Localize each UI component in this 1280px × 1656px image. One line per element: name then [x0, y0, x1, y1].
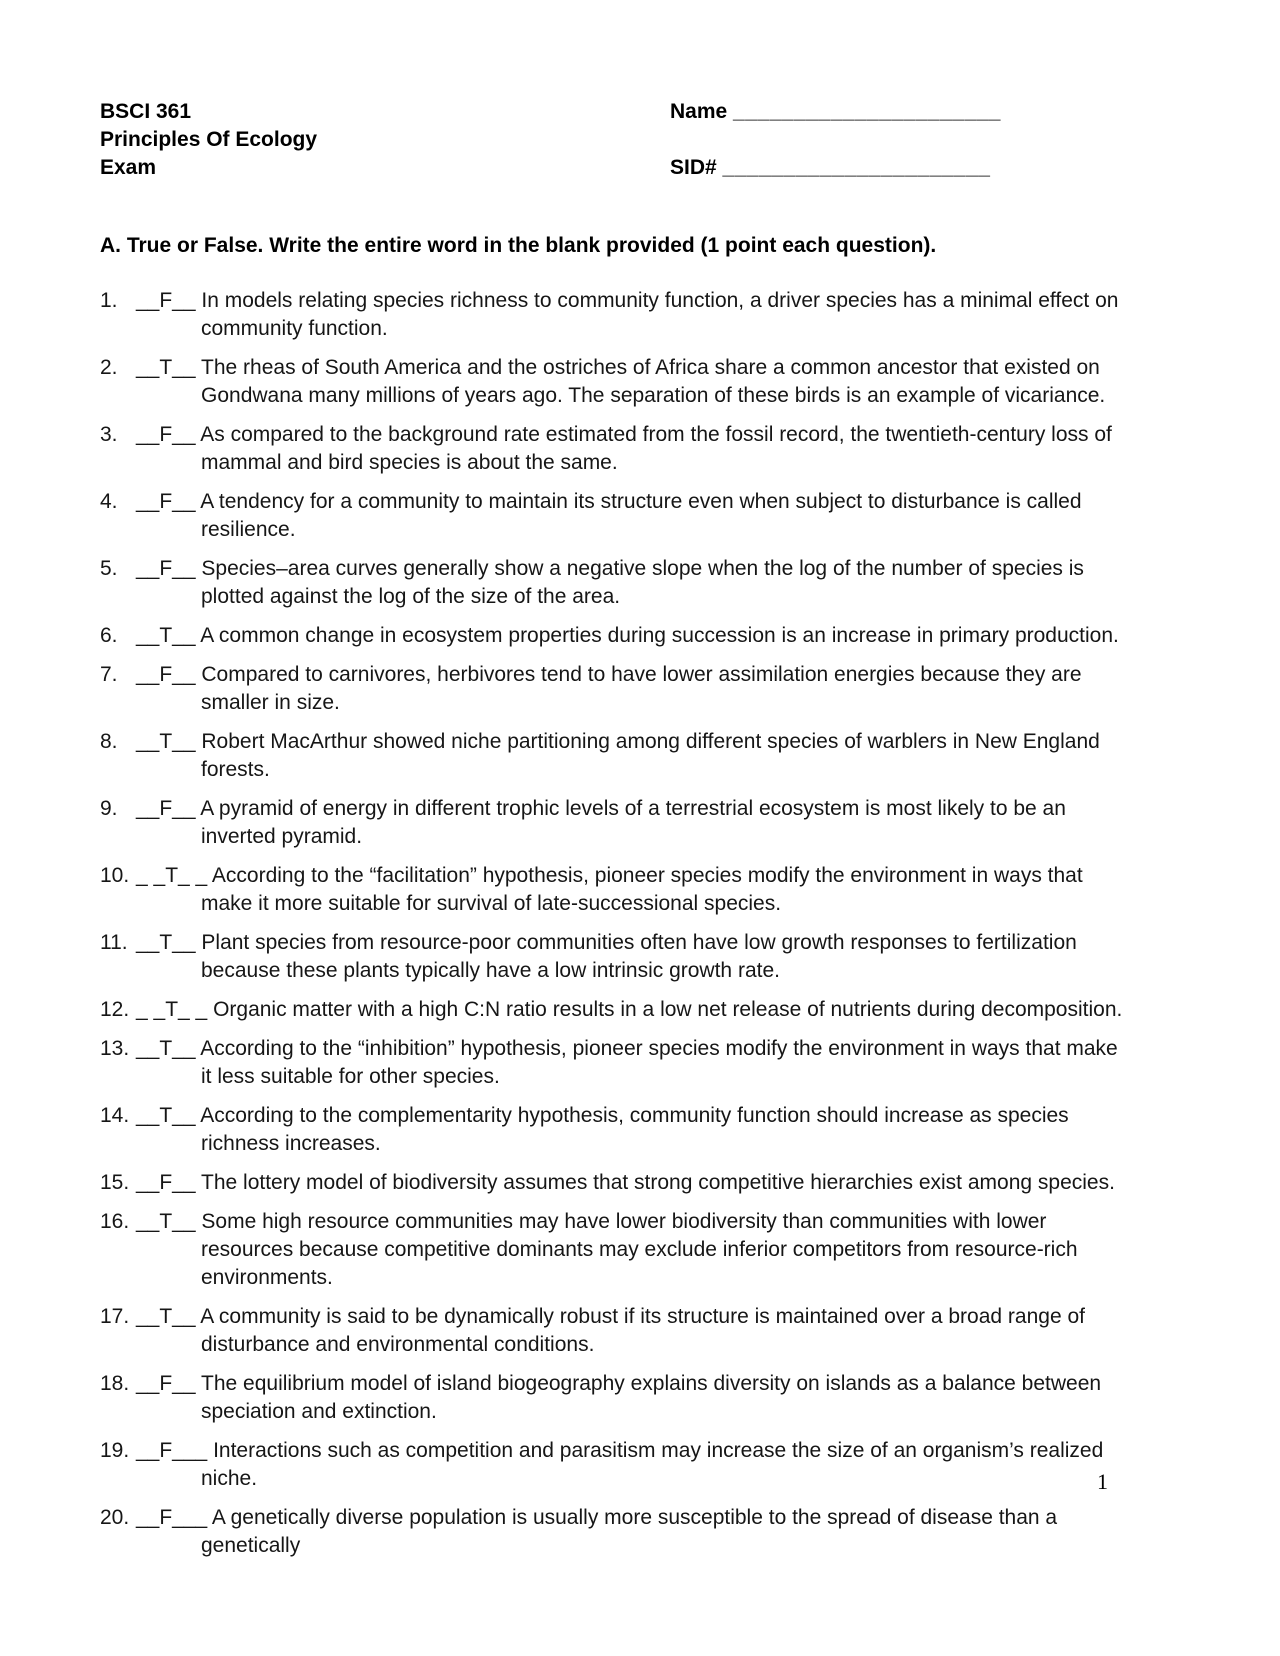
question-number: 2. [100, 356, 118, 379]
question-item [100, 1504, 1130, 1560]
section-heading: A. True or False. Write the entire word in the blank provided (1 point each question). [100, 234, 937, 257]
question-text: A community is said to be dynamically robust if its structure is maintained over a broad range of disturbance and environmental conditions. [200, 1305, 1085, 1356]
question-body [136, 728, 1130, 784]
question-number: 13. [100, 1037, 130, 1060]
question-text: A genetically diverse population is usually more susceptible to the spread of disease than a genetically [201, 1506, 1058, 1557]
answer-blank: __T__ [136, 356, 196, 379]
question-text: According to the complementarity hypothesis, community function should increase as species richness increases. [200, 1104, 1069, 1155]
question-text: Plant species from resource-poor communities often have low growth responses to fertilization because these plants typically have a low intrinsic growth rate. [201, 931, 1077, 982]
question-number: 4. [100, 490, 118, 513]
answer-blank: __F__ [136, 797, 196, 820]
question-item [100, 862, 1130, 918]
answer-blank: __F__ [136, 663, 196, 686]
question-text: A common change in ecosystem properties during succession is an increase in primary production. [200, 624, 1119, 647]
question-body [136, 1303, 1130, 1359]
question-number: 16. [100, 1210, 130, 1233]
question-text: Some high resource communities may have lower biodiversity than communities with lower resources because competitive dominants may exclude inferior competitors from resource-rich environments. [201, 1210, 1078, 1289]
answer-blank: __T__ [136, 1104, 196, 1127]
question-text: Interactions such as competition and parasitism may increase the size of an organism’s realized niche. [201, 1439, 1104, 1490]
answer-blank: __F__ [136, 490, 196, 513]
question-item [100, 1370, 1130, 1426]
answer-blank: __T__ [136, 1210, 196, 1233]
question-item [100, 1437, 1130, 1493]
question-number: 8. [100, 730, 118, 753]
question-text: Robert MacArthur showed niche partitioning among different species of warblers in New England forests. [201, 730, 1100, 781]
answer-blank: _ _T_ _ [136, 998, 208, 1021]
answer-blank: __F__ [136, 289, 196, 312]
question-number: 12. [100, 998, 130, 1021]
question-body [136, 661, 1130, 717]
sid-field [670, 154, 1001, 182]
answer-blank: __F__ [136, 557, 196, 580]
question-item [100, 929, 1130, 985]
question-text: A pyramid of energy in different trophic levels of a terrestrial ecosystem is most likely to be an inverted pyramid. [200, 797, 1066, 848]
question-body [136, 287, 1130, 343]
question-body [136, 1208, 1130, 1292]
question-item [100, 1169, 1130, 1197]
question-item [100, 622, 1130, 650]
question-item [100, 728, 1130, 784]
sid-blank: ______________________ [722, 156, 991, 179]
exam-label: Exam [100, 156, 157, 179]
answer-blank: __F__ [136, 1372, 196, 1395]
question-number: 6. [100, 624, 118, 647]
answer-blank: __F__ [136, 1171, 196, 1194]
name-blank: ______________________ [733, 100, 1001, 123]
answer-blank: __T__ [136, 1037, 196, 1060]
question-body [136, 354, 1130, 410]
question-body [136, 862, 1130, 918]
question-number: 11. [100, 931, 128, 954]
page-number: 1 [1097, 1469, 1108, 1494]
question-text: Compared to carnivores, herbivores tend to have lower assimilation energies because they are smaller in size. [201, 663, 1082, 714]
question-item [100, 661, 1130, 717]
question-number: 3. [100, 423, 118, 446]
answer-blank: _ _T_ _ [136, 864, 208, 887]
answer-blank: __T__ [136, 730, 196, 753]
question-item [100, 996, 1130, 1024]
question-text: Species–area curves generally show a negative slope when the log of the number of species is plotted against the log of the size of the area. [201, 557, 1084, 608]
question-body [136, 996, 1130, 1024]
course-code: BSCI 361 [100, 100, 192, 123]
answer-blank: __T__ [136, 624, 196, 647]
question-body [136, 1437, 1130, 1493]
question-body [136, 622, 1130, 650]
question-text: The lottery model of biodiversity assumes that strong competitive hierarchies exist among species. [201, 1171, 1115, 1194]
question-number: 5. [100, 557, 118, 580]
question-text: A tendency for a community to maintain its structure even when subject to disturbance is called resilience. [200, 490, 1082, 541]
question-body [136, 1035, 1130, 1091]
question-number: 19. [100, 1439, 130, 1462]
question-text: In models relating species richness to community function, a driver species has a minimal effect on community function. [201, 289, 1119, 340]
question-number: 7. [100, 663, 118, 686]
question-item [100, 287, 1130, 343]
name-field [670, 98, 1001, 126]
question-item [100, 1208, 1130, 1292]
question-body [136, 1169, 1130, 1197]
question-number: 18. [100, 1372, 130, 1395]
question-text: As compared to the background rate estimated from the fossil record, the twentieth-century loss of mammal and bird species is about the same. [200, 423, 1112, 474]
answer-blank: __F__ [136, 423, 196, 446]
question-number: 14. [100, 1104, 130, 1127]
sid-label: SID# [670, 156, 717, 179]
question-item [100, 488, 1130, 544]
question-body [136, 1102, 1130, 1158]
answer-blank: __F___ [136, 1439, 208, 1462]
question-item [100, 795, 1130, 851]
question-text: According to the “facilitation” hypothesis, pioneer species modify the environment in ways that make it more suitable for survival of late-successional species. [201, 864, 1083, 915]
question-text: According to the “inhibition” hypothesis, pioneer species modify the environment in ways that make it less suitable for other species. [200, 1037, 1118, 1088]
question-body [136, 555, 1130, 611]
answer-blank: __T__ [136, 931, 196, 954]
course-title: Principles Of Ecology [100, 128, 318, 151]
question-number: 9. [100, 797, 118, 820]
answer-blank: __T__ [136, 1305, 196, 1328]
question-number: 1. [100, 289, 118, 312]
question-body [136, 488, 1130, 544]
question-item [100, 1102, 1130, 1158]
question-list [100, 287, 1130, 1560]
question-body [136, 421, 1130, 477]
question-text: The rheas of South America and the ostriches of Africa share a common ancestor that existed on Gondwana many millions of years ago. The separation of these birds is an example of vicariance. [201, 356, 1106, 407]
question-body [136, 795, 1130, 851]
question-number: 20. [100, 1506, 130, 1529]
question-item [100, 354, 1130, 410]
question-number: 17. [100, 1305, 130, 1328]
student-fields [670, 98, 1001, 182]
question-item [100, 421, 1130, 477]
question-item [100, 1303, 1130, 1359]
question-body [136, 1370, 1130, 1426]
question-number: 15. [100, 1171, 130, 1194]
answer-blank: __F___ [136, 1506, 208, 1529]
exam-header [100, 98, 1130, 182]
question-body [136, 1504, 1130, 1560]
question-number: 10. [100, 864, 130, 887]
question-item [100, 1035, 1130, 1091]
name-label: Name [670, 100, 728, 123]
question-item [100, 555, 1130, 611]
question-text: The equilibrium model of island biogeography explains diversity on islands as a balance between speciation and extinction. [201, 1372, 1102, 1423]
question-body [136, 929, 1130, 985]
question-text: Organic matter with a high C:N ratio results in a low net release of nutrients during decomposition. [213, 998, 1123, 1021]
